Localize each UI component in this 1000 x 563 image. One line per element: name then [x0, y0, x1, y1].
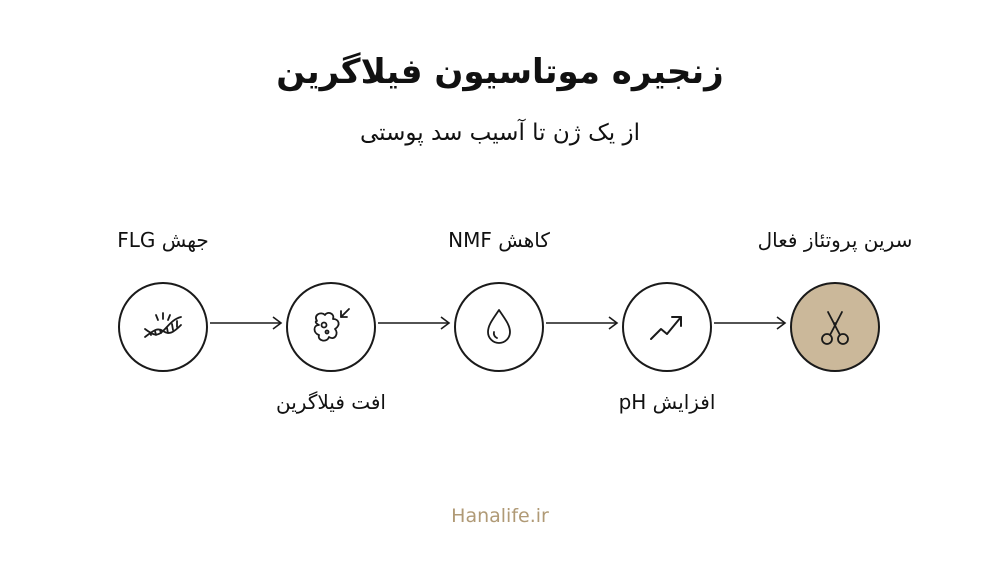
- scissors-icon: [811, 303, 859, 351]
- step-label-filaggrin-loss: افت فیلاگرین: [276, 390, 386, 414]
- page-subtitle: از یک ژن تا آسیب سد پوستی: [360, 120, 640, 146]
- step-node-flg-mutation: [118, 282, 208, 372]
- step-label-ph-increase: افزایش pH: [618, 390, 716, 414]
- water-drop-icon: [475, 303, 523, 351]
- flow-arrow-4: [713, 315, 789, 331]
- flow-arrow-3: [545, 315, 621, 331]
- page-title: زنجیره موتاسیون فیلاگرین: [276, 52, 724, 92]
- step-node-filaggrin-loss: [286, 282, 376, 372]
- step-node-nmf-reduction: [454, 282, 544, 372]
- step-label-serine-protease: سرین پروتئاز فعال: [757, 228, 913, 252]
- dna-mutation-icon: [139, 303, 187, 351]
- flow-arrow-2: [377, 315, 453, 331]
- step-label-nmf-reduction: کاهش NMF: [448, 228, 550, 252]
- step-label-flg-mutation: جهش FLG: [117, 228, 209, 252]
- flow-arrow-1: [209, 315, 285, 331]
- step-node-serine-protease: [790, 282, 880, 372]
- trend-up-icon: [643, 303, 691, 351]
- footer-website[interactable]: Hanalife.ir: [451, 505, 549, 527]
- protein-loss-icon: [307, 303, 355, 351]
- step-node-ph-increase: [622, 282, 712, 372]
